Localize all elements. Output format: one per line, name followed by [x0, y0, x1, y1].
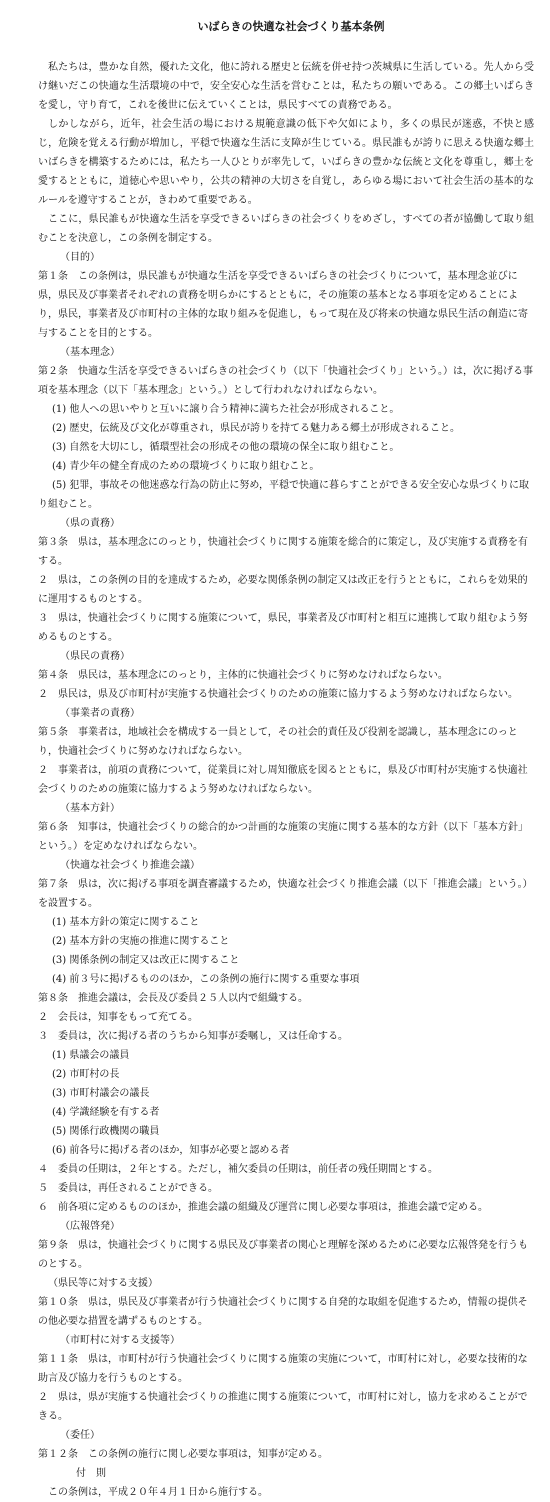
- supplementary-heading: 付 則: [76, 1468, 106, 1479]
- list-item: (3) 自然を大切にし，循環型社会の形成その他の環境の保全に取り組むこと。: [52, 442, 400, 453]
- preamble-paragraph: 私たちは，豊かな自然，優れた文化，他に誇れる歴史と伝統を併せ持つ茨城県に生活している。先人から受け継いだこの快適な生活環境の中で，安全安心な生活を営むことは，私たちの願いである。この郷土いばらきを愛し，守り育て，これを後世に伝えていくことは，県民すべての責務である。: [38, 62, 534, 111]
- article-10: 第１０条 県は，県民及び事業者が行う快適社会づくりに関する自発的な取組を促進するため，情報の提供その他必要な措置を講ずるものとする。: [38, 1297, 528, 1327]
- list-item: (4) 青少年の健全育成のための環境づくりに取り組むこと。: [52, 461, 320, 472]
- article-paragraph: ２ 会長は，知事をもって充てる。: [38, 1012, 198, 1023]
- article-paragraph: ２ 事業者は，前項の責務について，従業員に対し周知徹底を図るとともに，県及び市町村が実施する快適社会づくりのための施策に協力するよう努めなければならない。: [38, 765, 528, 795]
- preamble-paragraph: しかしながら，近年，社会生活の場における規範意識の低下や欠如により，多くの県民が迷惑，不快と感じ，危険を覚える行動が増加し，平穏で快適な生活に支障が生じている。県民誰もが誇りに思える快適な郷土いばらきを構築するためには，私たち一人ひとりが率先して，いばらきの豊かな伝統と文化を尊重し，郷土を愛するとともに，道徳心や思いやり，公共の精神の大切さを自覚し，あらゆる場において社会生活の基本的なルールを遵守することが，きわめて重要である。: [38, 119, 534, 206]
- article-heading: （基本方針）: [60, 803, 120, 814]
- article-heading: （市町村に対する支援等）: [60, 1335, 180, 1346]
- article-9: 第９条 県は，快適社会づくりに関する県民及び事業者の関心と理解を深めるために必要な広報啓発を行うものとする。: [38, 1240, 528, 1270]
- article-7: 第７条 県は，次に掲げる事項を調査審議するため，快適な社会づくり推進会議（以下「推進会議」という。）を設置する。: [38, 879, 533, 909]
- article-paragraph: ３ 県は，快適社会づくりに関する施策について，県民，事業者及び市町村と相互に連携して取り組むよう努めるものとする。: [38, 613, 528, 643]
- list-item: (1) 基本方針の策定に関すること: [52, 917, 200, 928]
- list-item: (4) 学識経験を有する者: [52, 1107, 160, 1118]
- article-paragraph: ２ 県は，この条例の目的を達成するため，必要な関係条例の制定又は改正を行うとともに，これらを効果的に運用するものとする。: [38, 575, 528, 605]
- article-paragraph: ４ 委員の任期は，２年とする。ただし，補欠委員の任期は，前任者の残任期間とする。: [38, 1164, 438, 1175]
- article-11: 第１１条 県は，市町村が行う快適社会づくりに関する施策の実施について，市町村に対し，必要な技術的な助言及び協力を行うものとする。: [38, 1354, 528, 1384]
- article-8: 第８条 推進会議は，会長及び委員２５人以内で組織する。: [38, 993, 308, 1004]
- list-item: (5) 関係行政機関の職員: [52, 1126, 160, 1137]
- article-2: 第２条 快適な生活を享受できるいばらきの社会づくり（以下「快適社会づくり」という。）は，次に掲げる事項を基本理念（以下「基本理念」という。）として行われなければならない。: [38, 366, 533, 396]
- article-heading: （広報啓発）: [60, 1221, 120, 1232]
- article-heading: （県民の責務）: [60, 651, 130, 662]
- list-item: (2) 基本方針の実施の推進に関すること: [52, 936, 230, 947]
- list-item: (2) 市町村の長: [52, 1069, 120, 1080]
- article-heading: （目的）: [60, 252, 100, 263]
- supplementary-provision: この条例は，平成２０年４月１日から施行する。: [48, 1487, 268, 1498]
- article-5: 第５条 事業者は，地域社会を構成する一員として，その社会的責任及び役割を認識し，基本理念にのっとり，快適社会づくりに努めなければならない。: [38, 727, 518, 757]
- list-item: (4) 前３号に掲げるもののほか，この条例の施行に関する重要な事項: [52, 974, 360, 985]
- article-heading: （事業者の責務）: [60, 708, 140, 719]
- article-3: 第３条 県は，基本理念にのっとり，快適社会づくりに関する施策を総合的に策定し，及び実施する責務を有する。: [38, 537, 528, 567]
- preamble: [38, 58, 534, 248]
- list-item: (6) 前各号に掲げる者のほか，知事が必要と認める者: [52, 1145, 290, 1156]
- article-paragraph: ２ 県民は，県及び市町村が実施する快適社会づくりのための施策に協力するよう努めなければならない。: [38, 689, 518, 700]
- article-6: 第６条 知事は，快適社会づくりの総合的かつ計画的な施策の実施に関する基本的な方針（以下「基本方針」という。）を定めなければならない。: [38, 822, 528, 852]
- list-item: (3) 関係条例の制定又は改正に関すること: [52, 955, 240, 966]
- list-item: (2) 歴史，伝統及び文化が尊重され，県民が誇りを持てる魅力ある郷土が形成されること。: [52, 423, 460, 434]
- list-item: (3) 市町村議会の議長: [52, 1088, 150, 1099]
- article-heading: （県の責務）: [60, 518, 120, 529]
- article-paragraph: ６ 前各項に定めるもののほか，推進会議の組織及び運営に関し必要な事項は，推進会議で定める。: [38, 1202, 488, 1213]
- article-paragraph: ３ 委員は，次に掲げる者のうちから知事が委嘱し，又は任命する。: [38, 1031, 348, 1042]
- list-item: (1) 県議会の議員: [52, 1050, 130, 1061]
- article-1: 第１条 この条例は，県民誰もが快適な生活を享受できるいばらきの社会づくりについて，基本理念並びに県，県民及び事業者それぞれの責務を明らかにするとともに，その施策の基本となる事項を定めることにより，県民，事業者及び市町村の主体的な取り組みを促進し，もって現在及び将来の快適な県民生活の創造に寄与することを目的とする。: [38, 271, 528, 339]
- article-heading: （委任）: [60, 1430, 100, 1441]
- preamble-paragraph: ここに，県民誰もが快適な生活を享受できるいばらきの社会づくりをめざし，すべての者が協働して取り組むことを決意し，この条例を制定する。: [38, 214, 534, 244]
- article-heading: （県民等に対する支援）: [48, 1278, 158, 1289]
- article-4: 第４条 県民は，基本理念にのっとり，主体的に快適社会づくりに努めなければならない。: [38, 670, 448, 681]
- article-paragraph: ２ 県は，県が実施する快適社会づくりの推進に関する施策について，市町村に対し，協力を求めることができる。: [38, 1392, 528, 1422]
- article-heading: （基本理念）: [60, 347, 120, 358]
- list-item: (5) 犯罪，事故その他迷惑な行為の防止に努め，平穏で快適に暮らすことができる安全安心な県づくりに取り組むこと。: [38, 480, 529, 510]
- article-heading: （快適な社会づくり推進会議）: [60, 860, 200, 871]
- list-item: (1) 他人への思いやりと互いに譲り合う精神に満ちた社会が形成されること。: [52, 404, 400, 415]
- article-12: 第１２条 この条例の施行に関し必要な事項は，知事が定める。: [38, 1449, 328, 1460]
- document-title: いばらきの快適な社会づくり基本条例: [197, 20, 385, 33]
- article-paragraph: ５ 委員は，再任されることができる。: [38, 1183, 218, 1194]
